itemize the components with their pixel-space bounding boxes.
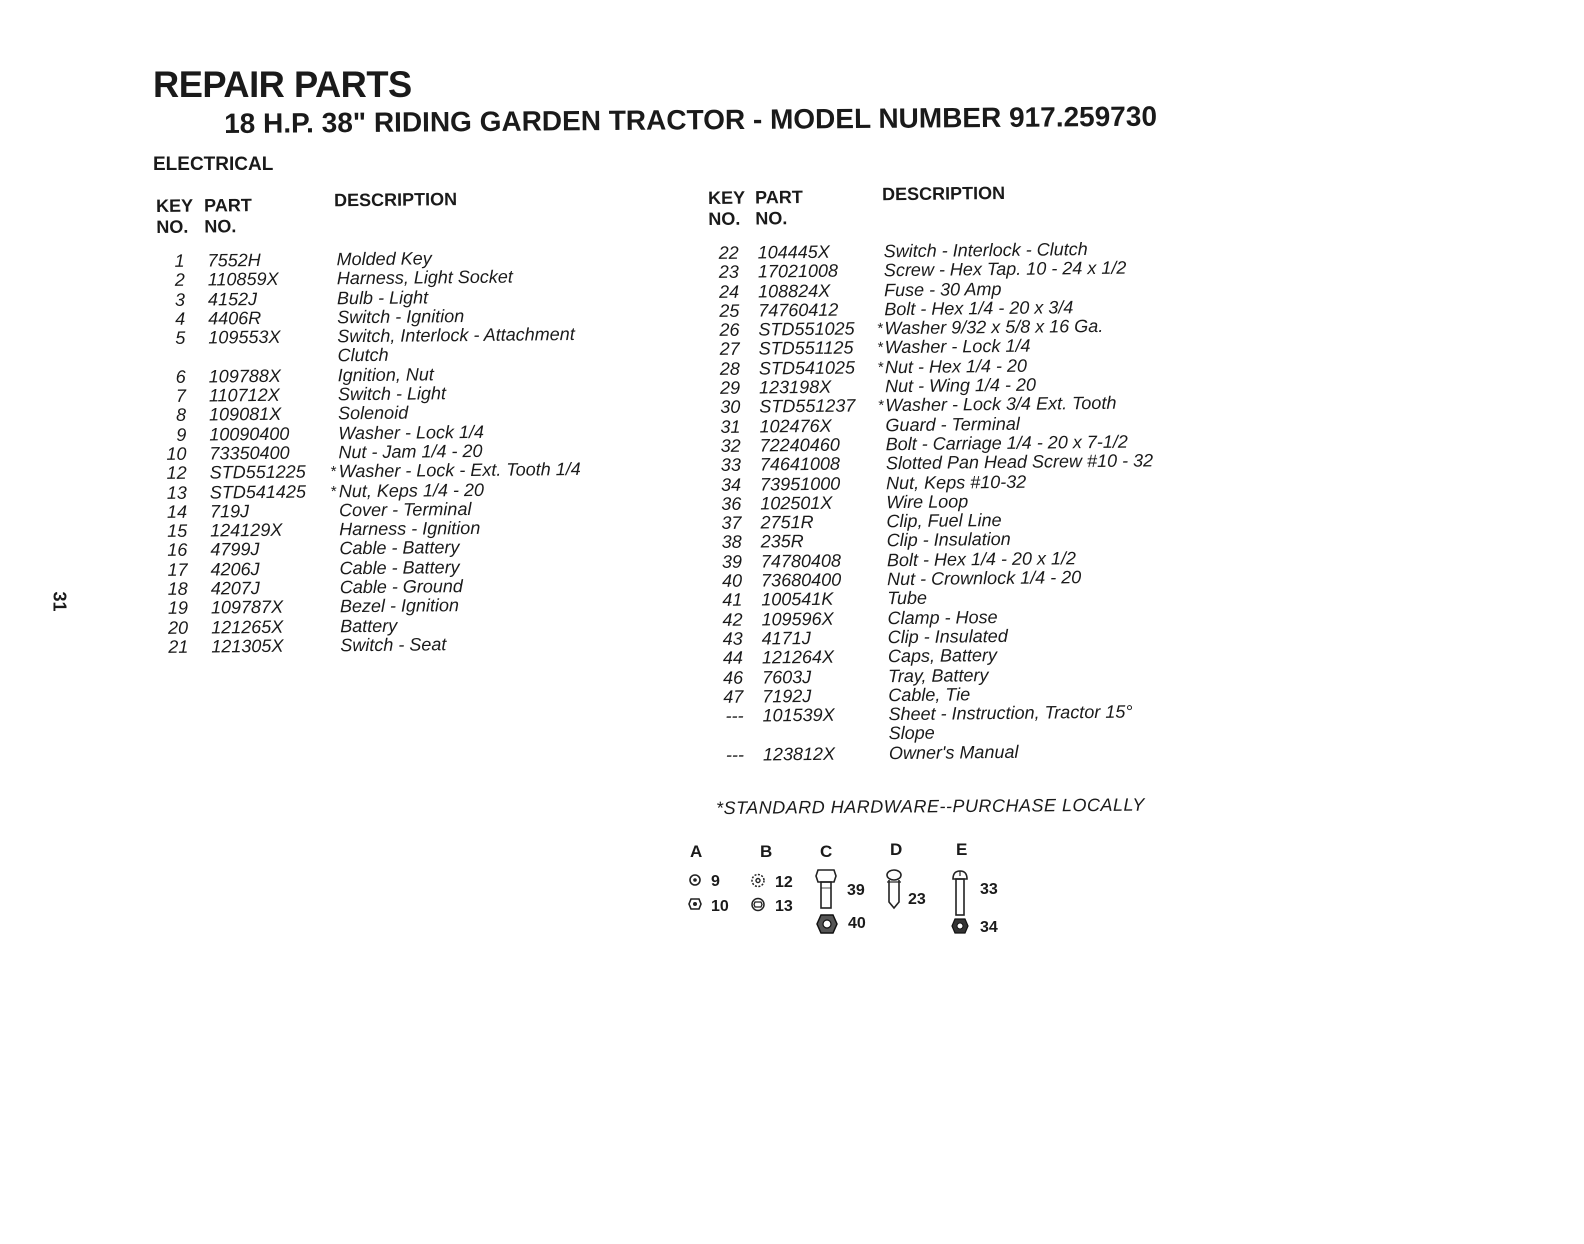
key-no-cell: 23 [718,262,739,283]
key-no-cell: 43 [722,628,743,649]
part-no-cell: 4171J [761,627,811,649]
standard-hardware-note: *STANDARD HARDWARE--PURCHASE LOCALLY [716,794,1145,818]
model-subtitle: 18 H.P. 38" RIDING GARDEN TRACTOR - MODEL NUMBER 917.259730 [224,100,1158,139]
description-cell: Bezel - Ignition [339,595,460,617]
description-cell: Tube [887,588,928,609]
part-no-cell: STD551025 [758,318,855,340]
part-no-cell: 109596X [761,608,834,630]
description-cell: Clip - Insulated [887,625,1008,648]
key-no-cell: 18 [167,578,188,599]
description-cell: Bulb - Light [336,287,429,308]
description-cell: Clip, Fuel Line [886,510,1002,532]
description-cell: Bolt - Carriage 1/4 - 20 x 7-1/2 [885,431,1128,455]
key-no-cell: 8 [175,405,187,426]
hardware-num-c-39: 39 [847,882,865,899]
lock-washer-icon [688,874,702,886]
key-no-cell: --- [725,705,744,727]
key-no-cell: 47 [723,686,744,707]
hardware-letter-c: C [820,842,833,861]
standard-hardware-marker: * [330,463,337,481]
keps-nut-icon [750,898,766,911]
key-no-cell: 41 [722,590,743,611]
part-no-header-line2: NO. [755,208,788,229]
description-cell: Slotted Pan Head Screw #10 - 32 [885,450,1154,474]
part-no-cell: 124129X [210,519,283,541]
parts-row [718,740,1238,765]
part-no-cell: 73350400 [209,442,290,464]
key-no-cell: 7 [175,385,187,406]
description-header: DESCRIPTION [333,189,458,211]
part-no-cell: 121264X [761,646,835,668]
part-no-cell: 104445X [757,241,830,263]
hardware-num-a-9: 9 [711,873,720,890]
key-no-cell: 17 [167,559,188,580]
key-no-cell: 40 [721,570,743,591]
part-no-cell: 123198X [758,376,832,398]
keps-nut-icon [951,918,969,934]
part-no-cell: 121305X [211,635,284,657]
key-no-cell: 34 [720,474,742,495]
key-no-header [708,188,745,230]
hardware-letter-d: D [890,840,903,859]
key-no-cell: 6 [175,366,186,387]
key-no-cell: 28 [719,358,740,379]
tap-screw-icon [884,868,904,910]
description-cell: Washer 9/32 x 5/8 x 16 Ga. [884,316,1104,339]
part-no-cell: STD551237 [759,395,856,417]
part-no-cell: 2751R [760,512,814,533]
key-no-cell: 9 [176,424,187,445]
part-no-cell: 110712X [208,384,280,406]
hex-bolt-icon [814,868,838,910]
key-no-cell: 29 [719,377,741,399]
part-no-cell: 4406R [208,307,262,329]
part-no-header-line1: PART [754,187,803,208]
key-no-cell: 13 [166,482,187,503]
part-no-cell: 102501X [760,492,833,514]
description-cell: Solenoid [338,402,409,424]
description-cell: Clip - Insulation [886,529,1011,551]
part-no-cell: 108824X [757,280,831,302]
description-cell: Cable, Tie [888,684,971,706]
part-no-header [204,195,252,237]
description-cell: Fuse - 30 Amp [883,278,1002,300]
part-no-cell: STD551225 [209,461,306,483]
parts-rows-left [159,247,683,657]
standard-hardware-marker: * [330,482,337,500]
part-no-cell: STD551125 [758,338,854,360]
section-heading: ELECTRICAL [153,154,274,175]
key-no-cell: 3 [174,289,186,310]
key-no-cell: 19 [167,598,189,619]
key-no-cell: 16 [167,540,188,561]
description-cell: Switch - Seat [340,634,447,656]
key-no-cell: 12 [166,463,187,484]
part-no-cell: 719J [209,501,250,522]
part-no-cell: 7192J [762,685,812,707]
part-no-cell: 74780408 [760,550,842,572]
part-no-cell: 4799J [210,539,260,560]
description-cell: Nut - Jam 1/4 - 20 [338,440,483,463]
crownlock-nut-icon [816,914,838,934]
description-cell: Tray, Battery [888,664,989,686]
description-cell: Screw - Hex Tap. 10 - 24 x 1/2 [883,257,1127,281]
pan-head-screw-icon [950,870,970,918]
part-no-header-line1: PART [203,195,252,216]
description-cell: Switch - Interlock - Clutch [883,239,1088,262]
standard-hardware-marker: * [877,320,884,338]
hardware-num-e-34: 34 [980,919,998,936]
part-no-cell: 109787X [210,597,284,618]
description-cell: Slope [888,723,935,744]
key-no-cell: 22 [718,242,739,263]
part-no-cell: 235R [760,531,804,552]
part-no-cell: 102476X [759,415,832,437]
hardware-letter-b: B [760,842,773,861]
description-cell: Nut - Wing 1/4 - 20 [884,374,1037,397]
key-no-header [156,196,193,238]
description-cell: Cable - Ground [339,576,463,598]
key-no-header-line2: NO. [708,208,741,230]
key-no-cell: 4 [175,308,186,329]
description-header: DESCRIPTION [881,182,1006,205]
key-no-cell: 10 [166,443,187,464]
description-cell: Caps, Battery [887,645,998,667]
description-cell: Bolt - Hex 1/4 - 20 x 1/2 [886,547,1077,570]
description-cell: Cable - Battery [339,537,460,559]
hardware-letter-a: A [690,842,703,861]
key-no-cell: 25 [719,300,740,321]
description-cell: Sheet - Instruction, Tractor 15° [888,701,1133,725]
part-no-cell: STD541025 [758,357,856,379]
page-number: 31 [49,591,70,612]
description-cell: Cable - Battery [339,556,460,579]
description-cell: Washer - Lock 3/4 Ext. Tooth [885,393,1117,416]
description-cell: Harness, Light Socket [336,266,513,289]
key-no-cell: 42 [722,609,743,630]
hardware-num-e-33: 33 [980,881,998,898]
key-no-cell: 31 [720,416,741,437]
part-no-cell: 10090400 [209,423,290,445]
key-no-cell: 36 [721,493,742,514]
hardware-num-b-13: 13 [775,898,793,915]
key-no-cell: 21 [168,636,189,657]
part-no-header [755,187,803,229]
description-cell: Nut, Keps 1/4 - 20 [338,479,485,501]
hardware-num-c-40: 40 [848,915,866,932]
description-cell: Nut - Hex 1/4 - 20 [884,355,1028,377]
part-no-cell: 4152J [207,288,258,310]
description-cell: Nut - Crownlock 1/4 - 20 [887,567,1082,590]
key-no-cell: 30 [720,397,741,418]
key-no-cell: 44 [722,647,744,669]
part-no-cell: 17021008 [757,260,839,282]
description-cell: Harness - Ignition [339,518,481,540]
jam-nut-icon [688,898,702,910]
key-no-cell: 33 [720,454,742,476]
part-no-cell: 110859X [207,269,279,290]
description-cell: Clutch [337,345,389,366]
part-no-cell: 7603J [762,666,812,688]
part-no-cell: 109788X [208,365,281,387]
part-no-cell: 74641008 [759,453,841,475]
hardware-num-d-23: 23 [908,891,926,908]
part-no-cell: 73680400 [761,569,842,591]
description-cell: Washer - Lock 1/4 [338,421,485,443]
description-cell: Clamp - Hose [887,606,998,628]
description-cell: Molded Key [336,248,432,270]
description-cell: Washer - Lock 1/4 [884,336,1031,358]
description-cell: Ignition, Nut [337,364,434,386]
description-cell: Switch - Ignition [337,305,465,328]
key-no-cell: 15 [167,520,188,542]
description-cell: Owner's Manual [888,741,1019,763]
part-no-cell: 74760412 [758,299,839,321]
key-no-cell: 46 [722,667,744,688]
standard-hardware-marker: * [877,358,884,377]
key-no-cell: --- [725,744,745,765]
key-no-cell: 37 [721,512,742,534]
hardware-num-a-10: 10 [711,898,729,915]
key-no-cell: 1 [174,250,185,271]
part-no-cell: 100541K [761,589,834,610]
key-no-cell: 39 [721,551,743,572]
description-cell: Switch, Interlock - Attachment [337,324,575,347]
key-no-cell: 26 [719,319,740,341]
key-no-cell: 2 [174,270,185,291]
description-cell: Switch - Light [337,383,447,405]
key-no-cell: 5 [175,327,186,349]
key-no-cell: 24 [718,281,740,302]
parts-row [162,633,682,657]
part-no-cell: 4206J [210,558,260,580]
hardware-letter-e: E [956,840,968,859]
standard-hardware-marker: * [878,397,885,415]
part-no-cell: 7552H [207,250,261,271]
key-no-cell: 20 [168,617,189,638]
standard-hardware-marker: * [877,339,884,357]
description-cell: Nut, Keps #10-32 [885,471,1027,493]
part-no-cell: 121265X [211,616,284,638]
description-cell: Guard - Terminal [885,413,1020,435]
part-no-cell: 109081X [209,404,282,425]
description-cell: Battery [340,615,398,636]
page-title: REPAIR PARTS [153,64,412,105]
key-no-cell: 14 [166,501,188,522]
description-cell: Cover - Terminal [338,498,472,521]
description-cell: Washer - Lock - Ext. Tooth 1/4 [338,459,581,482]
key-no-header-line1: KEY [708,187,746,209]
key-no-header-line1: KEY [156,195,194,217]
part-no-cell: 4207J [210,578,260,599]
key-no-cell: 38 [721,532,742,553]
description-cell: Bolt - Hex 1/4 - 20 x 3/4 [884,297,1074,320]
part-no-cell: 123812X [762,743,836,765]
part-no-cell: 101539X [762,704,835,726]
key-no-header-line2: NO. [156,216,189,238]
part-no-cell: 109553X [208,327,281,348]
part-no-cell: 73951000 [759,473,841,495]
part-no-cell: 72240460 [759,434,840,456]
key-no-cell: 32 [720,435,741,456]
toothed-washer-icon [750,874,766,887]
parts-rows-right [713,239,1238,765]
hardware-num-b-12: 12 [775,874,793,891]
key-no-cell: 27 [719,339,740,360]
part-no-cell: STD541425 [209,481,307,503]
description-cell: Wire Loop [886,491,969,513]
part-no-header-line2: NO. [204,216,237,237]
